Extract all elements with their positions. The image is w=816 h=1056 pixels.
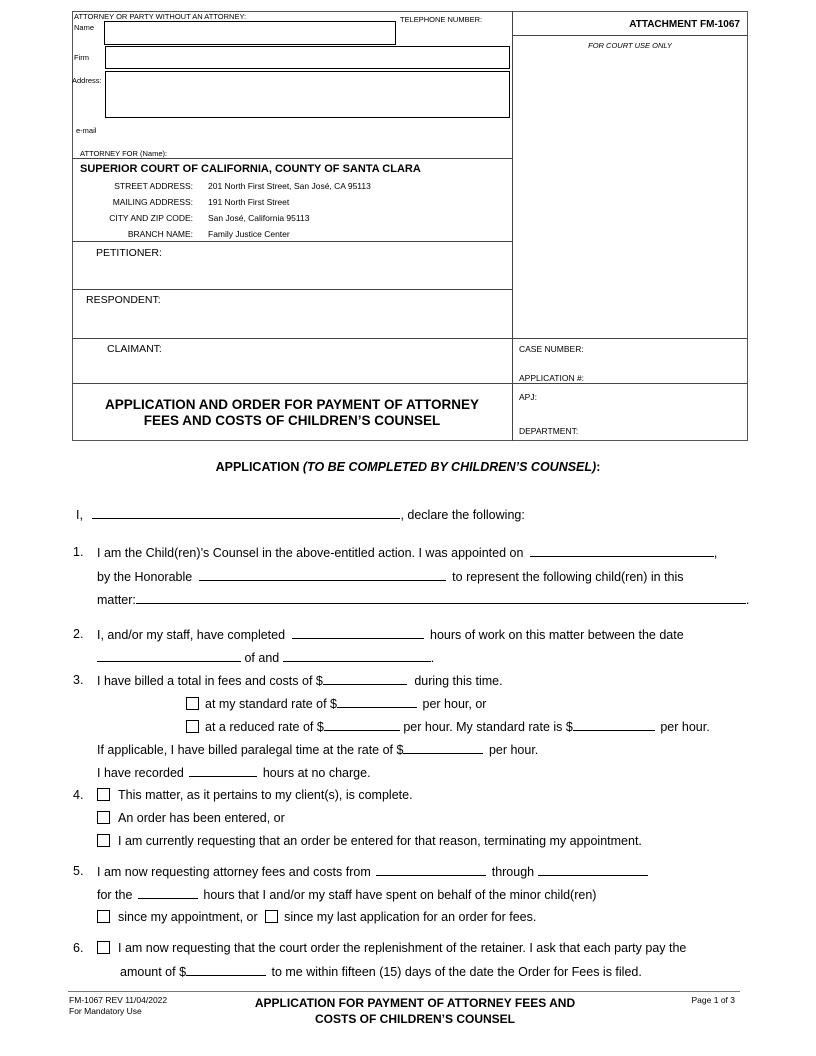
item3-recorded-b: hours at no charge. [262,766,371,780]
court-use-label: FOR COURT USE ONLY [588,41,672,50]
petitioner-label: PETITIONER: [96,247,162,259]
attachment-rule [512,35,748,36]
branch-label: BRANCH NAME: [127,229,193,239]
declare-line [76,507,525,522]
footer-rule [68,991,740,992]
name-field[interactable] [104,21,396,45]
application-heading-colon: : [596,460,601,474]
no-charge-hours-field[interactable] [189,765,257,777]
email-label: e-mail [76,126,97,135]
item2-text-c: of and [244,651,280,665]
city-value: San José, California 95113 [208,213,310,223]
item3-opt1: at my standard rate of $ [205,697,338,711]
item6-number: 6. [73,941,84,955]
footer-title-line1: APPLICATION FOR PAYMENT OF ATTORNEY FEES AND [254,996,576,1010]
item6-line2 [120,964,642,979]
caption-divider [512,11,513,441]
petitioner-rule [72,241,512,242]
reduced-rate-checkbox[interactable] [186,720,199,733]
item5-text-b: for the [97,888,133,902]
respondent-rule [72,289,512,290]
firm-label: Firm [74,53,89,62]
reduced-rate-field[interactable] [324,719,400,731]
item1-line3: matter: . [97,593,750,607]
form-title-line2: FEES AND COSTS OF CHILDREN’S COUNSEL [143,413,441,428]
item2-line2: of and . [97,650,434,665]
item3-opt2c: per hour. [660,720,710,734]
fees-through-field[interactable] [538,864,648,876]
item1-text-a: I am the Child(ren)’s Counsel in the above-entitled action. I was appointed on [97,546,524,560]
item4-line2 [97,811,285,825]
item2-text-a: I, and/or my staff, have completed [97,628,286,642]
order-entered-checkbox[interactable] [97,811,110,824]
item3-recorded-text: I have recorded [97,766,184,780]
item5-number: 5. [73,864,84,878]
item5-text-b2: hours that I and/or my staff have spent on behalf of the minor child(ren) [203,888,597,902]
name-label: Name [74,23,95,32]
item3-line1 [97,673,503,688]
item5-line2 [97,887,596,902]
standard-rate-2-field[interactable] [573,719,655,731]
item5-line3 [97,910,536,924]
application-heading-italic: (TO BE COMPLETED BY CHILDREN’S COUNSEL) [302,460,597,474]
item5-text-a2: through [491,865,535,879]
address-field[interactable] [105,71,510,118]
item4-line3 [97,834,642,848]
footer-page: Page 1 of 3 [691,995,735,1005]
since-appointment-checkbox[interactable] [97,910,110,923]
hours-completed-field[interactable] [292,627,424,639]
branch-value: Family Justice Center [208,229,290,239]
item4-line1 [97,788,413,802]
item3-option1 [186,696,486,711]
item1-text-d: matter: [97,593,136,607]
case-number-label: CASE NUMBER: [519,344,584,354]
appointed-date-field[interactable] [530,545,714,557]
declarant-name-field[interactable] [92,507,400,519]
attorney-label: ATTORNEY OR PARTY WITHOUT AN ATTORNEY: [74,12,247,21]
item2-number: 2. [73,627,84,641]
claimant-rule [72,338,748,339]
staff-hours-field[interactable] [138,887,198,899]
item3-opt2b: per hour. My standard rate is $ [403,720,573,734]
item5-line1 [97,864,648,879]
footer-title-line2: COSTS OF CHILDREN’S COUNSEL [314,1012,515,1026]
item4-text-b: An order has been entered, or [118,811,285,825]
item6-text-b2: to me within fifteen (15) days of the date the Order for Fees is filed. [271,965,642,979]
item3-paralegal-b: per hour. [488,743,539,757]
claimant-label: CLAIMANT: [107,343,162,355]
application-heading-main: APPLICATION [215,460,303,474]
attachment-number: ATTACHMENT FM-1067 [629,19,740,30]
street-value: 201 North First Street, San José, CA 95113 [208,181,371,191]
application-heading [0,460,816,474]
item3-paralegal-text: If applicable, I have billed paralegal time at the rate of $ [97,743,404,757]
matter-complete-checkbox[interactable] [97,788,110,801]
item6-text-b: amount of $ [120,965,187,979]
item1-line2 [97,569,684,584]
item3-paralegal [97,742,538,757]
item6-line1 [97,941,686,955]
item3-recorded [97,765,371,780]
city-label: CITY AND ZIP CODE: [109,213,193,223]
item1-text-b: by the Honorable [97,570,193,584]
item4-number: 4. [73,788,84,802]
item5-text-c2: since my last application for an order for fees. [284,910,537,924]
form-title-line1: APPLICATION AND ORDER FOR PAYMENT OF ATTORNEY [104,397,479,412]
item3-number: 3. [73,673,84,687]
item1-line1: I am the Child(ren)’s Counsel in the above-entitled action. I was appointed on , [97,546,718,560]
respondent-label: RESPONDENT: [86,294,161,306]
item4-text-a: This matter, as it pertains to my client(s), is complete. [118,788,413,802]
item1-number: 1. [73,545,84,559]
footer-form-id: FM-1067 REV 11/04/2022 [69,995,168,1005]
court-title: SUPERIOR COURT OF CALIFORNIA, COUNTY OF SANTA CLARA [80,163,421,175]
children-names-field[interactable] [136,592,746,604]
telephone-label: TELEPHONE NUMBER: [400,15,483,24]
item2-line1 [97,627,684,642]
address-label: Address: [72,76,102,85]
requesting-order-checkbox[interactable] [97,834,110,847]
attorney-for-label: ATTORNEY FOR (Name): [80,149,168,158]
declare-prefix: I, [76,508,83,522]
item3-option2 [186,719,710,734]
paralegal-rate-field[interactable] [403,742,483,754]
since-last-application-checkbox[interactable] [265,910,278,923]
footer-usage: For Mandatory Use [69,1006,142,1016]
item2-text-b: hours of work on this matter between the date [430,628,684,642]
retainer-amount-field[interactable] [186,964,266,976]
apj-label: APJ: [519,392,537,402]
start-date-field[interactable] [97,650,241,662]
department-label: DEPARTMENT: [519,426,579,436]
end-date-field[interactable] [283,650,431,662]
item5-text-c: since my appointment, or [118,910,258,924]
item5-text-a: I am now requesting attorney fees and costs from [97,865,371,879]
standard-rate-checkbox[interactable] [186,697,199,710]
item3-opt2: at a reduced rate of $ [205,720,324,734]
standard-rate-field[interactable] [337,696,417,708]
item3-text-a2: during this time. [414,674,503,688]
mailing-value: 191 North First Street [208,197,290,207]
title-rule [72,383,748,384]
item3-text-a: I have billed a total in fees and costs of $ [97,674,323,688]
item6-text-a: I am now requesting that the court order the replenishment of the retainer. I ask that each party pay the [118,941,687,955]
item4-text-c: I am currently requesting that an order be entered for that reason, terminating my appointment. [118,834,642,848]
fees-from-field[interactable] [376,864,486,876]
mailing-label: MAILING ADDRESS: [112,197,193,207]
item1-text-c: to represent the following child(ren) in this [452,570,684,584]
replenish-retainer-checkbox[interactable] [97,941,110,954]
application-number-label: APPLICATION #: [519,373,585,383]
street-label: STREET ADDRESS: [114,181,193,191]
total-fees-field[interactable] [323,673,407,685]
attorney-rule [72,158,512,159]
firm-field[interactable] [105,46,510,69]
item3-opt1b: per hour, or [422,697,487,711]
judge-name-field[interactable] [199,569,446,581]
declare-suffix: , declare the following: [400,508,525,522]
